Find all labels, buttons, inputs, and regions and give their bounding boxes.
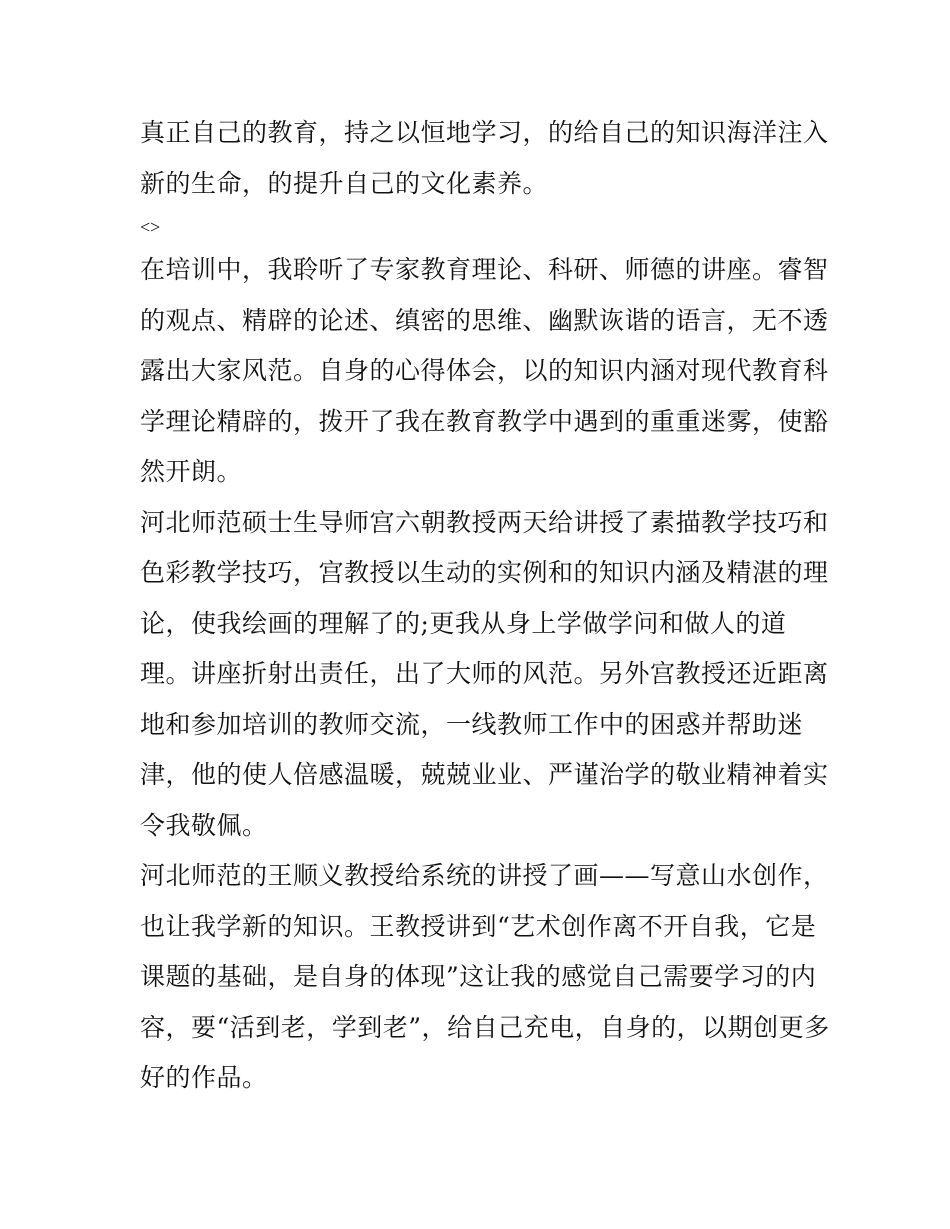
text-line: 的观点、精辟的论述、缜密的思维、幽默诙谐的语言，无不透: [140, 305, 829, 335]
text-line: 河北师范的王顺义教授给系统的讲授了画——写意山水创作，: [140, 861, 829, 890]
text-line: 然开朗。: [140, 457, 243, 486]
paragraph-2: [140, 245, 829, 498]
paragraph-4: [140, 851, 830, 1104]
text-line: 色彩教学技巧，宫教授以生动的实例和的知识内涵及精湛的理: [140, 558, 829, 587]
text-line: 露出大家风范。自身的心得体会，以的知识内涵对现代教育科: [140, 356, 829, 385]
text-line: 理。讲座折射出责任，出了大师的风范。另外宫教授还近距离: [140, 659, 829, 688]
text-line: 地和参加培训的教师交流，一线教师工作中的困惑并帮助迷: [140, 709, 804, 739]
document-body: [140, 108, 830, 1104]
text-line: 在培训中，我聆听了专家教育理论、科研、师德的讲座。睿智: [140, 255, 829, 284]
paragraph-3: [140, 498, 829, 852]
text-line: 论，使我绘画的理解了的;更我从身上学做学问和做人的道: [140, 608, 787, 638]
paragraph-1: [140, 108, 829, 209]
text-line: 课题的基础，是自身的体现”这让我的感觉自己需要学习的内: [140, 962, 817, 991]
text-line: 新的生命，的提升自己的文化素养。: [140, 168, 549, 198]
text-line: 河北师范硕士生导师宫六朝教授两天给讲授了素描教学技巧和: [140, 507, 829, 537]
marker-text: <>: [140, 217, 161, 237]
text-line: 学理论精辟的，拨开了我在教育教学中遇到的重重迷雾，使豁: [140, 406, 829, 436]
text-line: 津，他的使人倍感温暖，兢兢业业、严谨治学的敬业精神着实: [140, 760, 829, 789]
text-line: 令我敬佩。: [140, 810, 268, 840]
section-marker: [140, 209, 820, 245]
text-line: 容，要“活到老，学到老”，给自己充电，自身的，以期创更多: [140, 1012, 830, 1042]
text-line: 好的作品。: [140, 1063, 268, 1092]
text-line: 也让我学新的知识。王教授讲到“艺术创作离不开自我，它是: [140, 911, 817, 941]
text-line: 真正自己的教育，持之以恒地学习，的给自己的知识海洋注入: [140, 118, 829, 147]
